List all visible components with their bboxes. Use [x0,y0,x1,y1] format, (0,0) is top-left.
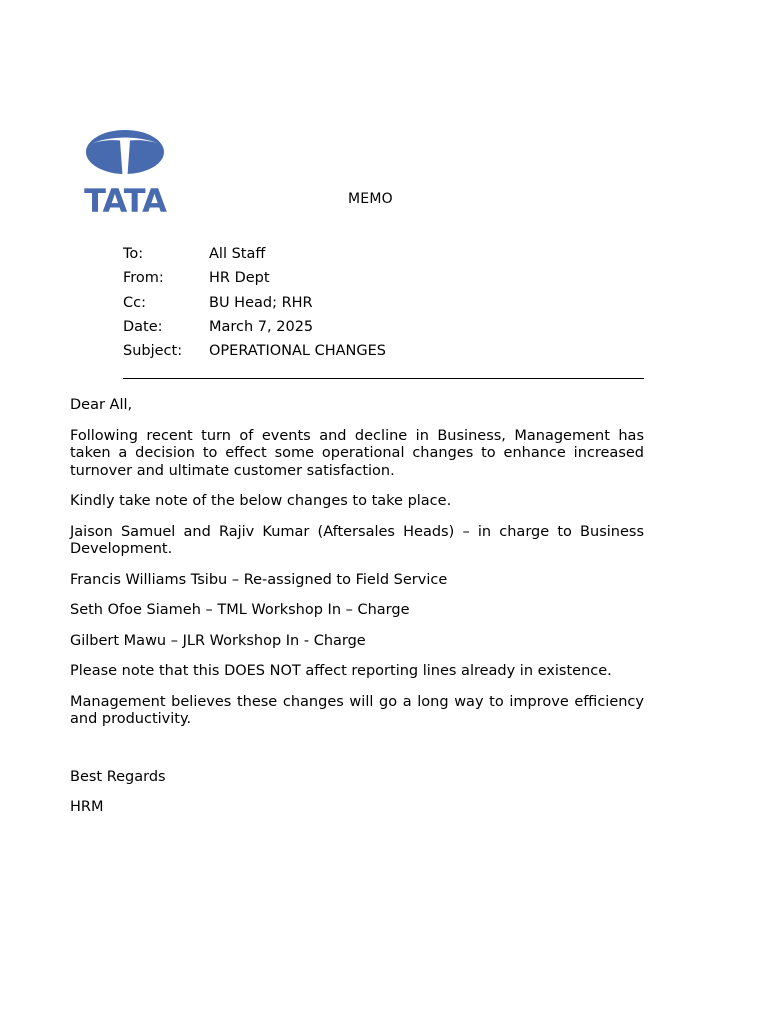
body-paragraph: Following recent turn of events and decline in Business, Management has taken a decision to effect some operational changes to enhance increased turnover and ultimate customer satisfaction. [70,427,644,479]
header-row-to [123,244,653,268]
header-value: All Staff [209,246,266,262]
body-paragraph: Please note that this DOES NOT affect reporting lines already in existence. [70,663,612,679]
header-label: To: [123,246,144,262]
header-row-subject [123,341,653,365]
memo-closing [70,769,166,817]
memo-body [70,397,644,742]
header-value: BU Head; RHR [209,294,313,311]
header-label: From: [123,270,164,287]
body-paragraph: Jaison Samuel and Rajiv Kumar (Aftersales Heads) – in charge to Business Development. [70,523,644,557]
body-paragraph: Seth Ofoe Siameh – TML Workshop In – Charge [70,602,410,618]
header-row-cc [123,293,653,317]
tata-logo [72,128,178,214]
header-label: Cc: [123,294,146,311]
header-value: OPERATIONAL CHANGES [209,343,386,360]
signature: HRM [70,799,104,815]
header-label: Subject: [123,343,183,360]
memo-title: MEMO [348,191,393,207]
closing-regards: Best Regards [70,769,166,785]
header-row-from [123,268,653,292]
body-paragraph: Gilbert Mawu – JLR Workshop In - Charge [70,632,366,649]
memo-header [123,244,653,365]
body-paragraph: Kindly take note of the below changes to take place. [70,493,452,509]
header-value: HR Dept [209,270,270,287]
header-label: Date: [123,318,163,335]
tata-logo-mark [72,128,178,214]
header-row-date [123,317,653,341]
header-divider [123,378,644,379]
svg-text:TATA: TATA [84,182,166,214]
body-paragraph: Management believes these changes will go a long way to improve efficiency and productivity. [70,693,644,727]
body-paragraph: Francis Williams Tsibu – Re-assigned to Field Service [70,571,448,588]
salutation: Dear All, [70,397,133,413]
header-value: March 7, 2025 [209,318,314,335]
